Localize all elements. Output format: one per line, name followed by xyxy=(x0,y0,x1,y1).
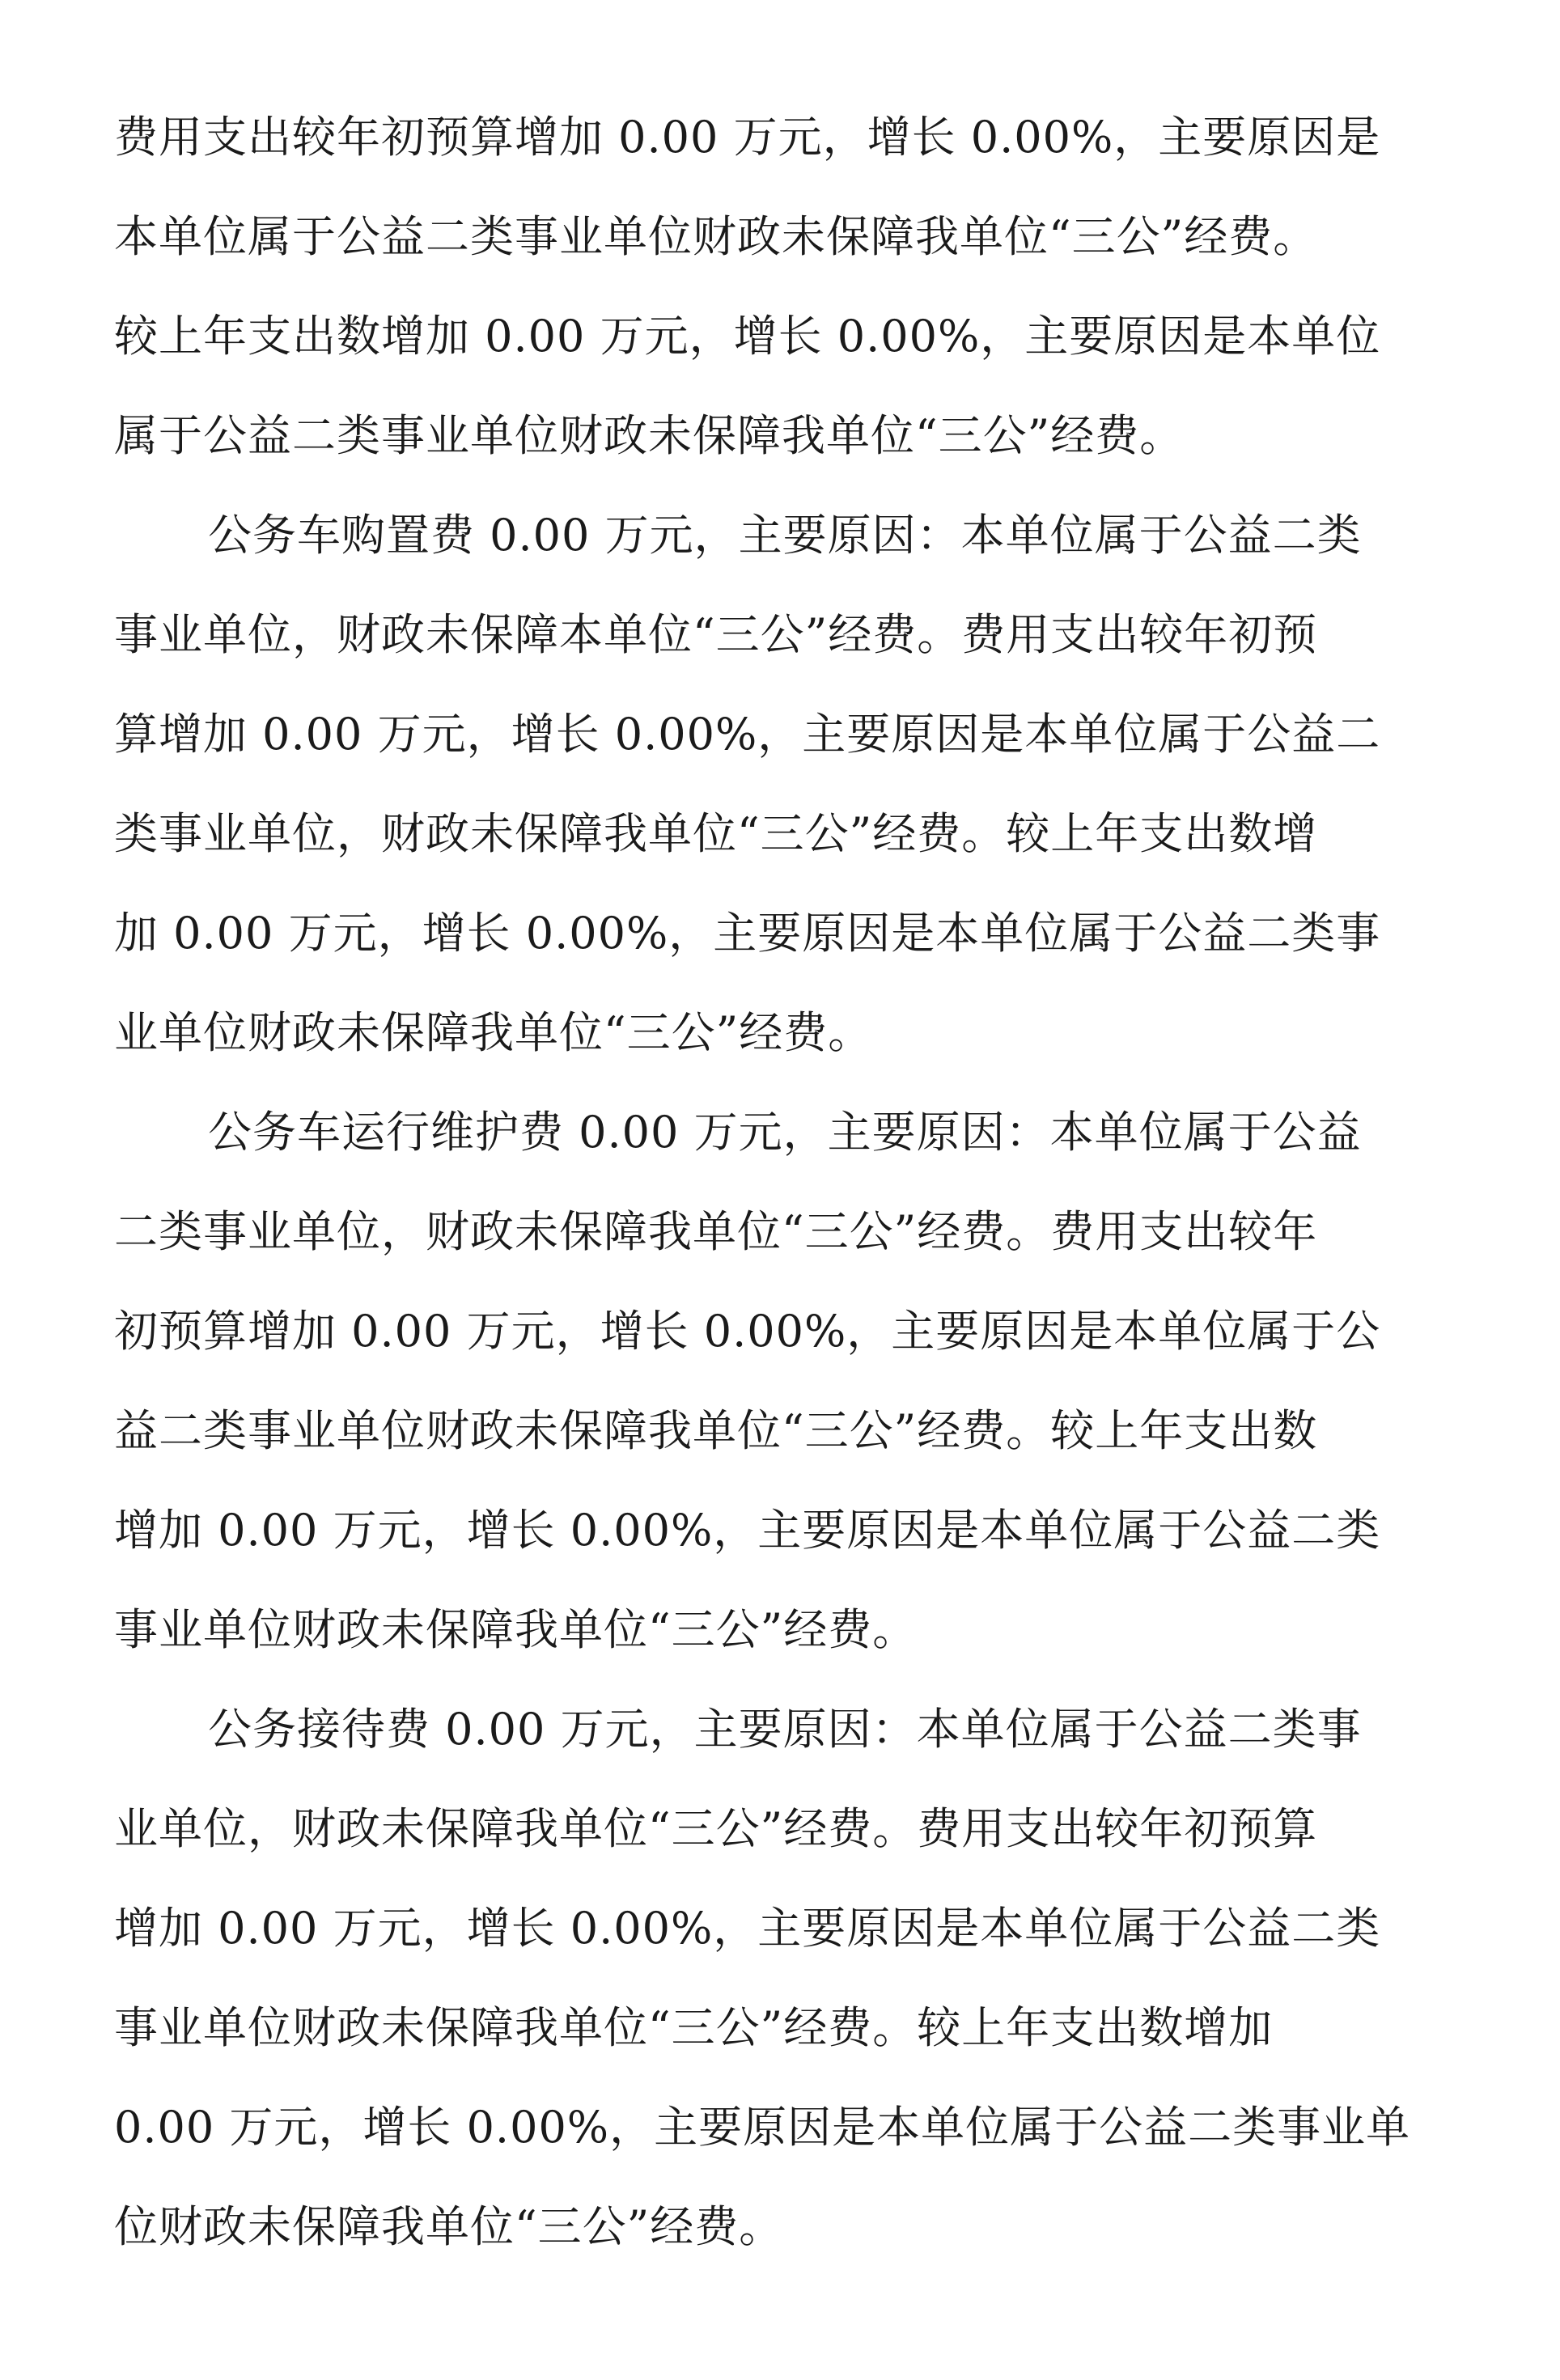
text-line: 费用支出较年初预算增加 0.00 万元，增长 0.00%，主要原因是 xyxy=(114,112,1381,163)
text-line: 较上年支出数增加 0.00 万元，增长 0.00%，主要原因是本单位 xyxy=(114,311,1381,362)
text-line: 类事业单位，财政未保障我单位“三公”经费。较上年支出数增 xyxy=(114,808,1318,859)
text-line: 位财政未保障我单位“三公”经费。 xyxy=(114,2201,784,2252)
text-line: 增加 0.00 万元，增长 0.00%，主要原因是本单位属于公益二类 xyxy=(114,1505,1381,1556)
text-line: 公务接待费 0.00 万元，主要原因：本单位属于公益二类事 xyxy=(208,1704,1362,1755)
text-line: 加 0.00 万元，增长 0.00%，主要原因是本单位属于公益二类事 xyxy=(114,908,1381,959)
paragraph-1 xyxy=(114,87,1449,485)
text-line: 公务车运行维护费 0.00 万元，主要原因：本单位属于公益 xyxy=(208,1107,1362,1158)
paragraph-vehicle-purchase xyxy=(114,485,1449,1082)
text-line: 事业单位财政未保障我单位“三公”经费。 xyxy=(114,1604,918,1655)
text-line: 二类事业单位，财政未保障我单位“三公”经费。费用支出较年 xyxy=(114,1206,1318,1257)
text-line: 初预算增加 0.00 万元，增长 0.00%，主要原因是本单位属于公 xyxy=(114,1306,1381,1357)
text-line: 公务车购置费 0.00 万元，主要原因：本单位属于公益二类 xyxy=(208,510,1362,561)
paragraph-reception xyxy=(114,1679,1449,2276)
text-line: 业单位财政未保障我单位“三公”经费。 xyxy=(114,1007,873,1058)
text-line: 业单位，财政未保障我单位“三公”经费。费用支出较年初预算 xyxy=(114,1803,1318,1854)
text-line: 本单位属于公益二类事业单位财政未保障我单位“三公”经费。 xyxy=(114,211,1318,262)
text-line: 事业单位财政未保障我单位“三公”经费。较上年支出数增加 xyxy=(114,2002,1274,2053)
text-line: 增加 0.00 万元，增长 0.00%，主要原因是本单位属于公益二类 xyxy=(114,1903,1381,1954)
text-line: 益二类事业单位财政未保障我单位“三公”经费。较上年支出数 xyxy=(114,1405,1318,1456)
document-body xyxy=(114,87,1449,2276)
text-line: 算增加 0.00 万元，增长 0.00%，主要原因是本单位属于公益二 xyxy=(114,709,1381,760)
paragraph-vehicle-maintenance xyxy=(114,1082,1449,1679)
text-line: 属于公益二类事业单位财政未保障我单位“三公”经费。 xyxy=(114,410,1185,461)
text-line: 事业单位，财政未保障本单位“三公”经费。费用支出较年初预 xyxy=(114,609,1318,660)
text-line: 0.00 万元，增长 0.00%，主要原因是本单位属于公益二类事业单 xyxy=(114,2102,1411,2153)
